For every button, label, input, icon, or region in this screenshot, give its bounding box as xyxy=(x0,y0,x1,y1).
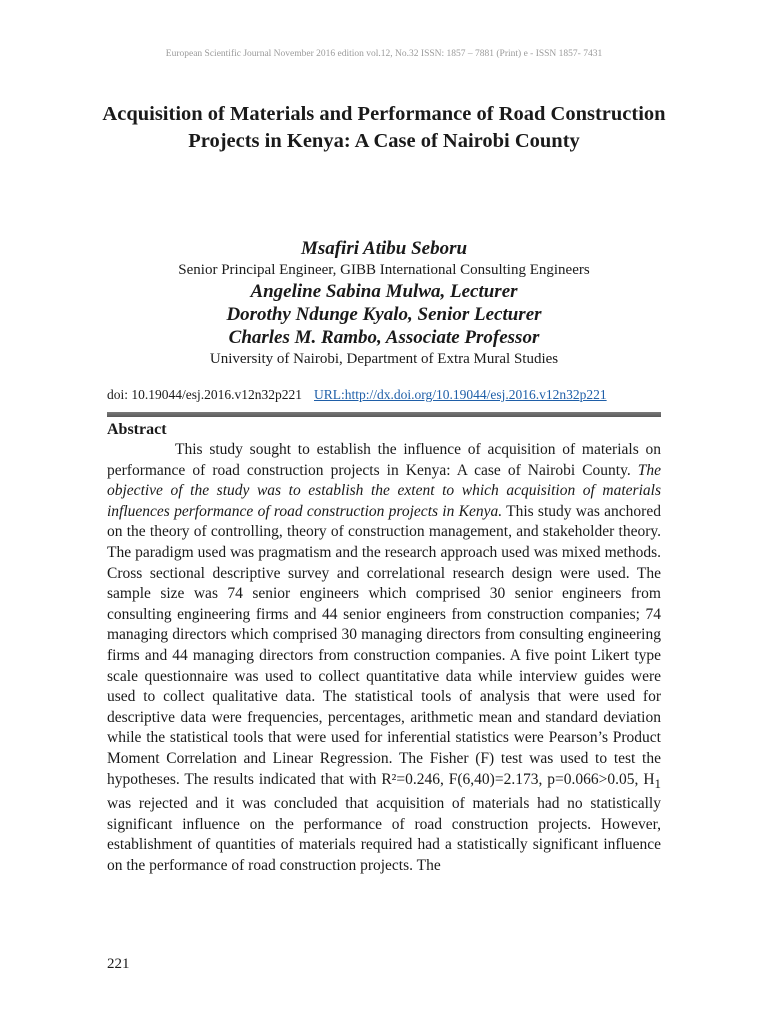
journal-header: European Scientific Journal November 2016 edition vol.12, No.32 ISSN: 1857 – 7881 (Print) e - ISSN 1857- 7431 xyxy=(165,49,603,59)
author-affiliation: Senior Principal Engineer, GIBB International Consulting Engineers xyxy=(178,262,590,278)
author-name: Angeline Sabina Mulwa, Lecturer xyxy=(250,281,518,302)
abstract-objective: The objective of the study was to establish the extent to which acquisition of materials influences performance of road construction projects in Kenya. xyxy=(107,461,661,520)
section-divider xyxy=(107,412,661,417)
author-name: Msafiri Atibu Seboru xyxy=(300,238,468,259)
author-name: Dorothy Ndunge Kyalo, Senior Lecturer xyxy=(226,304,542,325)
abstract-text: was rejected and it was concluded that acquisition of materials had no statistically significant influence on the performance of road construction projects. However, establishment of quantities of materials required had a statistically significant influence on the performance of road construction projects. The xyxy=(107,795,661,874)
author-affiliation: University of Nairobi, Department of Extra Mural Studies xyxy=(209,351,559,367)
doi-text: doi: 10.19044/esj.2016.v12n32p221 xyxy=(107,387,302,402)
doi-line xyxy=(107,387,607,403)
abstract-text: This study was anchored on the theory of controlling, theory of construction management, and stakeholder theory. The paradigm used was pragmatism and the research approach used was mixed methods. Cross sectional descriptive survey and correlational research design were used. The sample size was 74 senior engineers which comprised 30 senior engineers from consulting engineering firms and 44 senior engineers from construction companies; 74 managing directors which comprised 30 managing directors from consulting engineering firms and 44 managing directors from construction companies. A five point Likert type scale questionnaire was used to collect quantitative data while interview guides were used to collect qualitative data. The statistical tools of analysis that were used for descriptive data were frequencies, percentages, arithmetic mean and standard deviation while the statistical tools that were used for inferential statistics were Pearson’s Product Moment Correlation and Linear Regression. The Fisher (F) test was used to test the hypotheses. The results indicated that with R²=0.246, F(6,40)=2.173, p=0.066>0.05, H xyxy=(107,502,661,788)
abstract-text: This study sought to establish the influence of acquisition of materials on performance of road construction projects in Kenya: A case of Nairobi County. xyxy=(107,441,661,479)
author-name: Charles M. Rambo, Associate Professor xyxy=(228,327,540,348)
hypothesis-subscript: 1 xyxy=(654,775,661,791)
page-number: 221 xyxy=(107,956,130,972)
author-block xyxy=(60,237,708,369)
doi-url-link[interactable]: URL:http://dx.doi.org/10.19044/esj.2016.v12n32p221 xyxy=(314,387,607,402)
paper-title: Acquisition of Materials and Performance of Road Construction Projects in Kenya: A Case of Nairobi County xyxy=(102,103,666,152)
abstract-heading: Abstract xyxy=(107,421,167,438)
abstract-body xyxy=(107,440,661,877)
